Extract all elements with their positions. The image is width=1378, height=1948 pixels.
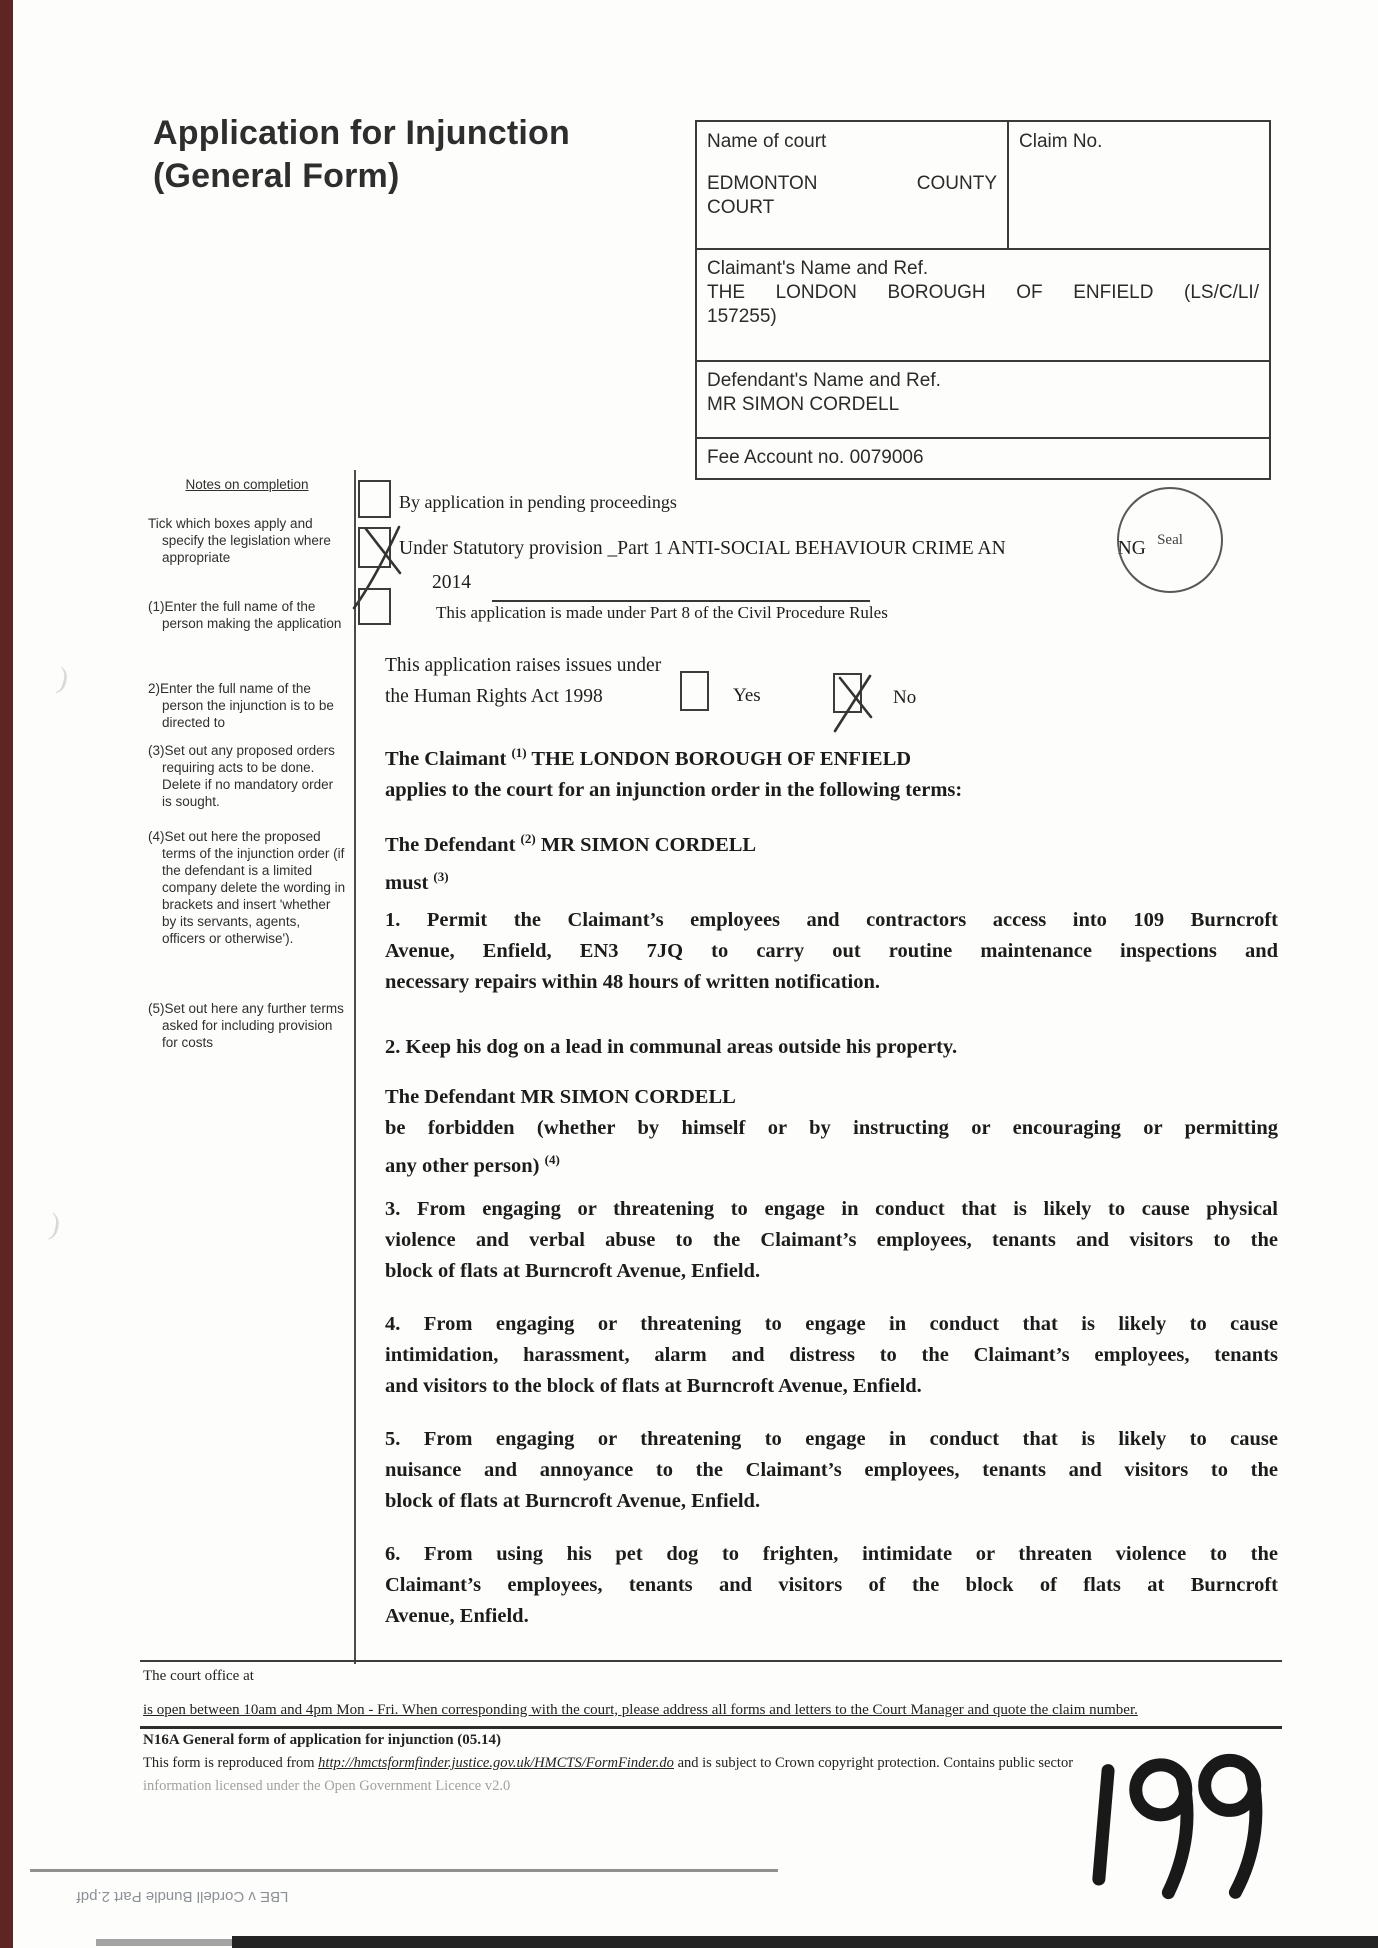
checkbox-part8-rules[interactable] (358, 588, 391, 625)
note-item-1: (1)Enter the full name of the person making the application (148, 599, 342, 631)
name-of-court-cell (697, 122, 1009, 248)
defendant-name-inline: MR SIMON CORDELL (540, 833, 757, 856)
term6-line1: 6. From using his pet dog to frighten, intimidate or threaten violence to the (385, 1543, 1278, 1565)
defendant-footnote-ref: (2) (520, 831, 536, 846)
hra-statement (385, 650, 661, 712)
claimant-intro-line1 (385, 737, 1278, 775)
court-name-line1 (707, 172, 997, 196)
copyright-line (143, 1755, 1073, 1772)
statutory-year: 2014 (432, 572, 471, 593)
court-name-word: EDMONTON (707, 173, 818, 194)
term3-line2: violence and verbal abuse to the Claimant’s employees, tenants and visitors to the (385, 1229, 1278, 1251)
claim-no-label: Claim No. (1019, 131, 1103, 152)
forbidden-footnote-ref: (4) (544, 1152, 560, 1167)
defendant-intro-line1 (385, 823, 1278, 861)
court-name-word: COUNTY (916, 173, 997, 194)
defendant-name: MR SIMON CORDELL (707, 394, 900, 415)
term5-line1: 5. From engaging or threatening to engage in conduct that is likely to cause (385, 1428, 1278, 1450)
injunction-term-5 (385, 1424, 1278, 1517)
court-info-table (695, 120, 1271, 480)
artifact-paren-1: ) (54, 661, 72, 696)
handwritten-page-number (1077, 1738, 1293, 1910)
claimant-name: THE LONDON BOROUGH OF ENFIELD (531, 747, 912, 770)
term3-line1: 3. From engaging or threatening to engage in conduct that is likely to cause physical (385, 1198, 1278, 1220)
artifact-paren-2: ) (47, 1207, 63, 1242)
hra-yes-label: Yes (733, 685, 761, 706)
claimant-footnote-ref: (1) (511, 745, 527, 760)
note-item-4: (4)Set out here the proposed terms of the injunction order (if the defendant is a limited company delete the wording in brackets and insert 'whether by its servants, agents, officers or otherwise'). (148, 829, 346, 946)
claimant-label: Claimant's Name and Ref. (707, 258, 929, 279)
bundle-filename-flipped: LBE v Cordell Bundle Part 2.pdf (76, 1888, 289, 1905)
copyright-prefix: This form is reproduced from (143, 1755, 319, 1771)
term3-line3: block of flats at Burncroft Avenue, Enfield. (385, 1260, 761, 1282)
claimant-cell (697, 248, 1269, 360)
term6-line3: Avenue, Enfield. (385, 1605, 529, 1627)
forbidden-line3 (385, 1144, 1278, 1182)
seal-stamp (1117, 487, 1223, 593)
x-mark-icon (827, 665, 883, 737)
court-office-line: The court office at (143, 1668, 254, 1684)
copyright-suffix: and is subject to Crown copyright protection. Contains public sector (673, 1755, 1074, 1771)
forbidden-clause (385, 1082, 1278, 1182)
term5-line3: block of flats at Burncroft Avenue, Enfield. (385, 1490, 761, 1512)
defendant-intro (385, 823, 1278, 899)
note-item-3: (3)Set out any proposed orders requiring acts to be done. Delete if no mandatory order is sought. (148, 743, 335, 809)
form-title-line1: Application for Injunction (153, 114, 570, 152)
term4-line2: intimidation, harassment, alarm and distress to the Claimant’s employees, tenants (385, 1344, 1278, 1366)
court-name-line2: COURT (707, 197, 775, 218)
claimant-intro-line2: applies to the court for an injunction order in the following terms: (385, 778, 963, 801)
must-word: must (385, 871, 429, 894)
injunction-term-6 (385, 1539, 1278, 1632)
forbidden-line1: The Defendant MR SIMON CORDELL (385, 1086, 736, 1108)
name-of-court-label: Name of court (707, 131, 827, 152)
section-divider-line (354, 470, 356, 1664)
statutory-underline (492, 600, 870, 602)
claimant-word: THE (707, 282, 745, 303)
opening-hours-line: is open between 10am and 4pm Mon - Fri. When corresponding with the court, please address all forms and letters to the Court Manager and quote the claim number. (143, 1702, 1138, 1718)
claimant-word: (LS/C/LI/ (1184, 282, 1259, 303)
checkbox-pending-label: By application in pending proceedings (399, 492, 677, 512)
claimant-word: OF (1016, 282, 1043, 303)
claimant-ref-line1 (707, 281, 1259, 305)
claimant-prefix: The Claimant (385, 747, 507, 770)
bottom-scan-bar-dark (232, 1936, 1378, 1948)
notes-heading: Notes on completion (185, 477, 309, 492)
license-line: information licensed under the Open Government Licence v2.0 (143, 1778, 511, 1794)
injunction-term-1 (385, 905, 1278, 998)
claimant-intro (385, 737, 1278, 806)
term6-line2: Claimant’s employees, tenants and visitors of the block of flats at Burncroft (385, 1574, 1278, 1596)
defendant-cell (697, 360, 1269, 437)
bundle-footer-rule (30, 1869, 778, 1872)
term5-line2: nuisance and annoyance to the Claimant’s employees, tenants and visitors to the (385, 1459, 1278, 1481)
injunction-term-2: 2. Keep his dog on a lead in communal areas outside his property. (385, 1036, 958, 1058)
hra-yes-checkbox[interactable] (680, 671, 709, 711)
form-id-line: N16A General form of application for injunction (05.14) (143, 1732, 502, 1748)
checkbox-part8-label: This application is made under Part 8 of the Civil Procedure Rules (436, 603, 888, 622)
form-title-line2: (General Form) (153, 157, 400, 195)
note-intro: Tick which boxes apply and specify the legislation where appropriate (148, 516, 331, 565)
must-footnote-ref: (3) (433, 868, 449, 884)
form-finder-url: http://hmctsformfinder.justice.gov.uk/HMCTS/FormFinder.do (318, 1755, 674, 1771)
defendant-prefix: The Defendant (385, 833, 516, 856)
term4-line3: and visitors to the block of flats at Burncroft Avenue, Enfield. (385, 1375, 922, 1397)
hra-statement-line1: This application raises issues under (385, 655, 662, 676)
defendant-label: Defendant's Name and Ref. (707, 370, 941, 391)
term1-line2: Avenue, Enfield, EN3 7JQ to carry out routine maintenance inspections and (385, 940, 1278, 962)
defendant-must-line (385, 861, 1278, 899)
hra-no-label: No (893, 687, 917, 708)
claimant-word: ENFIELD (1073, 282, 1154, 303)
claimant-word: LONDON (775, 282, 857, 303)
term1-line3: necessary repairs within 48 hours of written notification. (385, 971, 881, 993)
claimant-word: BOROUGH (887, 282, 986, 303)
term4-line1: 4. From engaging or threatening to engage in conduct that is likely to cause (385, 1313, 1278, 1335)
term1-line1: 1. Permit the Claimant’s employees and contractors access into 109 Burncroft (385, 909, 1278, 931)
form-title (153, 112, 570, 198)
footer-mid-rule (140, 1726, 1282, 1729)
checkbox-statutory-label (399, 538, 1146, 560)
forbidden-line3-text: any other person) (385, 1154, 540, 1177)
note-item-5: (5)Set out here any further terms asked for including provision for costs (148, 1001, 344, 1050)
forbidden-line2: be forbidden (whether by himself or by instructing or encouraging or permitting (385, 1117, 1278, 1139)
note-item-2: 2)Enter the full name of the person the injunction is to be directed to (148, 681, 334, 730)
footer-top-rule (140, 1660, 1282, 1662)
left-edge-strip (0, 0, 13, 1948)
fee-account-cell: Fee Account no. 0079006 (697, 437, 1269, 478)
injunction-term-3 (385, 1194, 1278, 1287)
statutory-label-part2: NG (1117, 538, 1146, 559)
checkbox-pending-proceedings[interactable] (358, 480, 391, 518)
bottom-scan-bar-light (96, 1939, 232, 1946)
claim-no-cell (1009, 122, 1269, 248)
hra-statement-line2: the Human Rights Act 1998 (385, 686, 603, 707)
statutory-label-part1: Under Statutory provision _Part 1 ANTI-SOCIAL BEHAVIOUR CRIME AN (399, 538, 1006, 559)
injunction-term-4 (385, 1309, 1278, 1402)
seal-label: Seal (1157, 531, 1183, 548)
claimant-ref-line2: 157255) (707, 306, 777, 327)
